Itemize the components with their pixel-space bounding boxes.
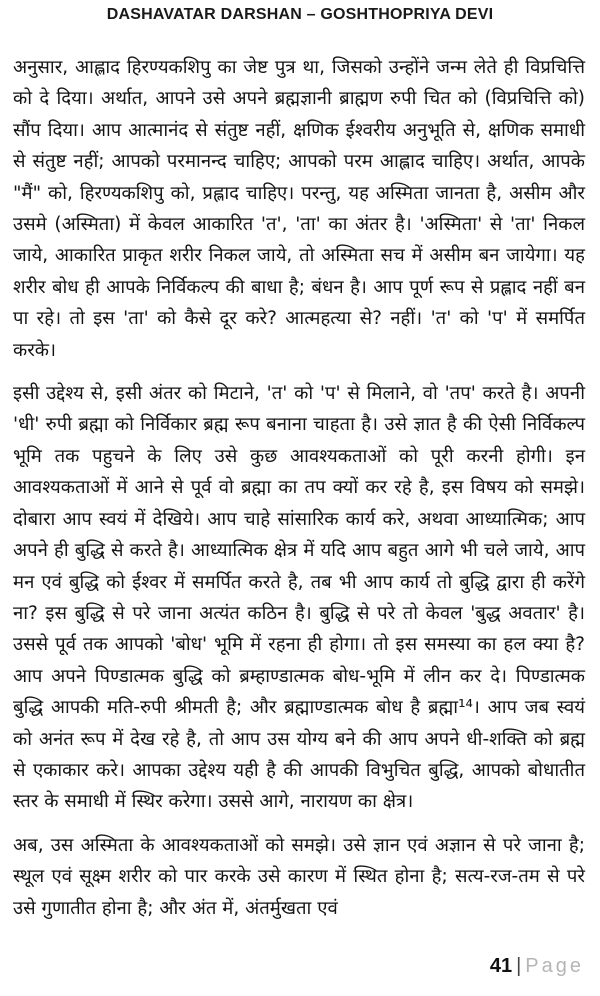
page-footer xyxy=(490,955,584,978)
paragraph-1: अनुसार, आह्लाद हिरण्यकशिपु का जेष्ट पुत्र था, जिसको उन्होंने जन्म लेते ही विप्रचित्ति को दे दिया। अर्थात, आपने उसे अपने ब्रह्मज्ञानी ब्राह्मण रुपी चित को (विप्रचित्ति को) सौंप दिया। आप आत्मानंद से संतुष्ट नहीं, क्षणिक ईश्वरीय अनुभूति से, क्षणिक समाधी से संतुष्ट नहीं; आपको परमानन्द चाहिए; आपको परम आह्लाद चाहिए। अर्थात, आपके "मैं" को, हिरण्यकशिपु को, प्रह्लाद चाहिए। परन्तु, यह अस्मिता जानता है, असीम और उसमे (अस्मिता) में केवल आकारित 'त', 'ता' का अंतर है। 'अस्मिता' से 'ता' निकल जाये, आकारित प्राकृत शरीर निकल जाये, तो अस्मिता सच में असीम बन जायेगा। यह शरीर बोध ही आपके निर्विकल्प की बाधा है; बंधन है। आप पूर्ण रूप से प्रह्लाद नहीं बन पा रहे। तो इस 'ता' को कैसे दूर करे? आत्महत्या से? नहीं। 'त' को 'प' में समर्पित करके। xyxy=(13,57,585,361)
page-header: DASHAVATAR DARSHAN – GOSHTHOPRIYA DEVI xyxy=(106,6,494,23)
footer-separator: | xyxy=(516,955,522,977)
page-body xyxy=(13,52,585,936)
page-number: 41 xyxy=(489,955,513,977)
paragraph-2: इसी उद्देश्य से, इसी अंतर को मिटाने, 'त' को 'प' से मिलाने, वो 'तप' करते है। अपनी 'धी' रुपी ब्रह्मा को निर्विकार ब्रह्म रूप बनाना चाहता है। उसे ज्ञात है की ऐसी निर्विकल्प भूमि तक पहुचने के लिए उसे कुछ आवश्यकताओं को पूरी करनी होगी। इन आवश्यकताओं में आने से पूर्व वो ब्रह्मा का तप क्यों कर रहे है, इस विषय को समझे। दोबारा आप स्वयं में देखिये। आप चाहे सांसारिक कार्य करे, अथवा आध्यात्मिक; आप अपने ही बुद्धि से करते है। आध्यात्मिक क्षेत्र में यदि आप बहुत आगे भी चले जाये, आप मन एवं बुद्धि को ईश्वर में समर्पित करते है, तब भी आप कार्य तो बुद्धि द्वारा ही करेंगे ना? इस बुद्धि से परे जाना अत्यंत कठिन है। बुद्धि से परे तो केवल 'बुद्ध अवतार' है। उससे पूर्व तक आपको 'बोध' भूमि में रहना ही होगा। तो इस समस्या का हल क्या है? आप अपने पिण्डात्मक बुद्धि को ब्रम्हाण्डात्मक बोध-भूमि में लीन कर दे। पिण्डात्मक बुद्धि आपकी मति-रुपी श्रीमती है; और ब्रह्माण्डात्मक बोध है ब्रह्मा¹⁴। आप जब स्वयं को अनंत रूप में देख रहे है, तो आप उस योग्य बने की आप अपने धी-शक्ति को ब्रह्म से एकाकार करे। आपका उद्देश्य यही है की आपकी विभुचित बुद्धि, आपको बोधातीत स्तर के समाधी में स्थिर करेगा। उससे आगे, नारायण का क्षेत्र। xyxy=(13,383,585,813)
paragraph-3: अब, उस अस्मिता के आवश्यकताओं को समझे। उसे ज्ञान एवं अज्ञान से परे जाना है; स्थूल एवं सूक्ष्म शरीर को पार करके उसे कारण में स्थित होना है; सत्य-रज-तम से परे उसे गुणातीत होना है; और अंत में, अंतर्मुखता एवं xyxy=(13,834,585,919)
page-label: Page xyxy=(525,955,584,977)
